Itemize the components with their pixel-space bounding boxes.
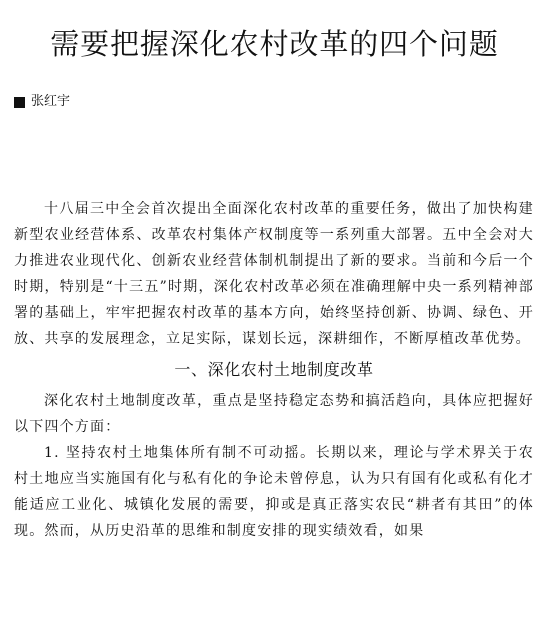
intro-paragraph: 十八届三中全会首次提出全面深化农村改革的重要任务，做出了加快构建新型农业经营体系、改革农村集体产权制度等一系列重大部署。五中全会对大力推进农业现代化、创新农业经营体制机制提出了新的要求。当前和今后一个时期，特别是“十三五”时期，深化农村改革必须在准确理解中央一系列精神部署的基础上，牢牢把握农村改革的基本方向，始终坚持创新、协调、绿色、开放、共享的发展理念，立足实际，谋划长远，深耕细作，不断厚植改革优势。 — [14, 201, 534, 347]
article-body — [14, 196, 534, 544]
author-line — [14, 93, 70, 111]
article-title: 需要把握深化农村改革的四个问题 — [50, 27, 499, 62]
section-heading: 一、深化农村土地制度改革 — [174, 360, 374, 379]
section-paragraph: 深化农村土地制度改革，重点是坚持稳定态势和搞活趋向，具体应把握好以下四个方面： — [14, 393, 534, 435]
numbered-paragraph: 1. 坚持农村土地集体所有制不可动摇。长期以来，理论与学术界关于农村土地应当实施国有化与私有化的争论未曾停息，认为只有国有化或私有化才能适应工业化、城镇化发展的需要，抑或是真正落实农民“耕者有其田”的体现。然而，从历史沿革的思维和制度安排的现实绩效看，如果 — [14, 445, 534, 539]
author-name: 张红宇 — [31, 94, 71, 109]
black-square-icon — [14, 97, 25, 108]
